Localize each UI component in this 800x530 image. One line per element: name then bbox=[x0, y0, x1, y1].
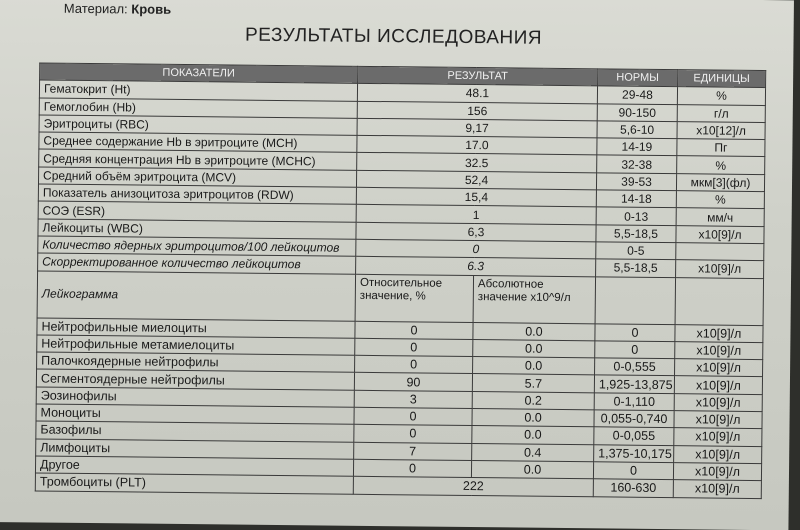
leukogram-relative: 0 bbox=[355, 355, 473, 374]
row-name: Эритроциты (RBC) bbox=[39, 115, 357, 136]
leukogram-norm: 1,925-13,875 bbox=[594, 375, 674, 393]
leukogram-absolute: 0.0 bbox=[473, 339, 595, 358]
row-norm: 0-5 bbox=[596, 242, 676, 260]
leukogram-norm: 0-0,555 bbox=[595, 358, 675, 376]
relative-header: Относительное значение, % bbox=[355, 274, 473, 322]
row-result: 6,3 bbox=[356, 222, 596, 242]
leukogram-absolute: 0.0 bbox=[472, 426, 594, 445]
row-result: 17.0 bbox=[357, 135, 597, 155]
leukogram-absolute: 0.0 bbox=[471, 460, 593, 479]
row-norm: 14-18 bbox=[596, 190, 676, 208]
leukogram-units: x10[9]/л bbox=[675, 359, 763, 377]
row-result: 156 bbox=[357, 101, 597, 121]
leukogram-header-row bbox=[37, 271, 763, 326]
material-value: Кровь bbox=[131, 1, 172, 17]
leukogram-units: x10[9]/л bbox=[675, 324, 763, 342]
leukogram-units: x10[9]/л bbox=[674, 411, 762, 429]
row-norm: 14-19 bbox=[597, 138, 677, 156]
row-units: % bbox=[677, 156, 765, 174]
leukogram-rows bbox=[35, 318, 763, 481]
leukogram-norm: 0 bbox=[595, 323, 675, 341]
header-units: ЕДИНИЦЫ bbox=[678, 70, 766, 88]
leukogram-units: x10[9]/л bbox=[675, 342, 763, 360]
row-result: 9,17 bbox=[357, 118, 597, 138]
leukogram-absolute: 0.4 bbox=[472, 443, 594, 462]
row-norm: 32-38 bbox=[597, 155, 677, 173]
absolute-header: Абсолютное значение x10^9/л bbox=[473, 275, 595, 323]
row-norm: 5,5-18,5 bbox=[596, 224, 676, 242]
leukogram-relative: 7 bbox=[354, 442, 472, 461]
row-units: г/л bbox=[677, 104, 765, 122]
leukogram-name: Нейтрофильные метамиелоциты bbox=[37, 335, 355, 356]
leukogram-relative: 0 bbox=[355, 338, 473, 357]
leukogram-norm: 0-0,055 bbox=[594, 427, 674, 445]
leukogram-name: Базофилы bbox=[36, 421, 354, 442]
row-result: 1 bbox=[356, 205, 596, 225]
leukogram-units: x10[9]/л bbox=[674, 428, 762, 446]
page-title: РЕЗУЛЬТАТЫ ИССЛЕДОВАНИЯ bbox=[244, 24, 543, 49]
row-name: Показатель анизоцитоза эритроцитов (RDW) bbox=[38, 184, 356, 205]
material-line bbox=[64, 1, 171, 17]
main-rows bbox=[38, 80, 766, 278]
leukogram-title: Лейкограмма bbox=[37, 271, 355, 321]
leukogram-absolute: 0.0 bbox=[473, 357, 595, 376]
row-name: Гематокрит (Ht) bbox=[39, 80, 357, 101]
material-label: Материал: bbox=[63, 0, 128, 17]
results-table bbox=[35, 62, 766, 498]
row-norm: 29-48 bbox=[597, 86, 677, 104]
leukogram-relative: 0 bbox=[353, 459, 471, 478]
row-norm: 5,5-18,5 bbox=[596, 259, 676, 277]
row-name: Количество ядерных эритроцитов/100 лейкоцитов bbox=[38, 236, 356, 257]
row-norm: 5,6-10 bbox=[597, 121, 677, 139]
leukogram-norm: 0-1,110 bbox=[594, 393, 674, 411]
leukogram-name: Сегментоядерные нейтрофилы bbox=[36, 369, 354, 390]
leukogram-name: Моноциты bbox=[36, 404, 354, 425]
leukogram-name: Другое bbox=[35, 456, 353, 477]
leukogram-relative: 0 bbox=[355, 321, 473, 340]
leukogram-relative: 0 bbox=[354, 425, 472, 444]
platelets-name: Тромбоциты (PLT) bbox=[35, 473, 353, 494]
row-units: x10[9]/л bbox=[676, 225, 764, 243]
leukogram-name: Нейтрофильные миелоциты bbox=[37, 318, 355, 339]
header-result: РЕЗУЛЬТАТ bbox=[358, 66, 598, 86]
row-units: мм/ч bbox=[676, 208, 764, 226]
row-result: 0 bbox=[356, 239, 596, 259]
leukogram-units-empty bbox=[675, 277, 763, 325]
leukogram-norm: 0 bbox=[593, 462, 673, 480]
row-result: 52,4 bbox=[356, 170, 596, 190]
leukogram-norm-empty bbox=[595, 276, 675, 324]
platelets-result: 222 bbox=[353, 477, 593, 497]
row-units bbox=[676, 243, 764, 261]
row-units: x10[12]/л bbox=[677, 122, 765, 140]
row-name: Скорректированное количество лейкоцитов bbox=[38, 253, 356, 274]
leukogram-units: x10[9]/л bbox=[674, 393, 762, 411]
row-result: 32.5 bbox=[357, 153, 597, 173]
leukogram-norm: 0 bbox=[595, 341, 675, 359]
platelets-norm: 160-630 bbox=[593, 479, 673, 497]
row-norm: 39-53 bbox=[596, 173, 676, 191]
row-units: % bbox=[676, 191, 764, 209]
row-result: 15,4 bbox=[356, 187, 596, 207]
leukogram-relative: 90 bbox=[354, 373, 472, 392]
row-units: % bbox=[677, 87, 765, 105]
row-name: Средняя концентрация Hb в эритроците (MCHC) bbox=[39, 149, 357, 170]
row-name: СОЭ (ESR) bbox=[38, 201, 356, 222]
row-units: мкм[3](фл) bbox=[676, 173, 764, 191]
leukogram-relative: 3 bbox=[354, 390, 472, 409]
header-norm: НОРМЫ bbox=[598, 69, 678, 87]
row-name: Средний объём эритроцита (MCV) bbox=[38, 167, 356, 188]
leukogram-relative: 0 bbox=[354, 407, 472, 426]
leukogram-absolute: 0.0 bbox=[473, 322, 595, 341]
leukogram-absolute: 0.0 bbox=[472, 409, 594, 428]
row-name: Среднее содержание Hb в эритроците (MCH) bbox=[39, 132, 357, 153]
header-indicator: ПОКАЗАТЕЛИ bbox=[40, 63, 358, 84]
row-name: Лейкоциты (WBC) bbox=[38, 219, 356, 240]
platelets-units: x10[9]/л bbox=[673, 480, 761, 498]
leukogram-name: Палочкоядерные нейтрофилы bbox=[37, 352, 355, 373]
leukogram-units: x10[9]/л bbox=[673, 463, 761, 481]
row-result: 6.3 bbox=[356, 257, 596, 277]
row-result: 48.1 bbox=[357, 84, 597, 104]
leukogram-units: x10[9]/л bbox=[674, 445, 762, 463]
leukogram-name: Эозинофилы bbox=[36, 387, 354, 408]
row-name: Гемоглобин (Hb) bbox=[39, 98, 357, 119]
row-units: Пг bbox=[677, 139, 765, 157]
row-norm: 90-150 bbox=[597, 103, 677, 121]
leukogram-units: x10[9]/л bbox=[674, 376, 762, 394]
leukogram-norm: 1,375-10,175 bbox=[594, 444, 674, 462]
row-norm: 0-13 bbox=[596, 207, 676, 225]
leukogram-absolute: 0.2 bbox=[472, 391, 594, 410]
leukogram-absolute: 5.7 bbox=[472, 374, 594, 393]
leukogram-norm: 0,055-0,740 bbox=[594, 410, 674, 428]
leukogram-name: Лимфоциты bbox=[36, 439, 354, 460]
row-units: x10[9]/л bbox=[676, 260, 764, 278]
